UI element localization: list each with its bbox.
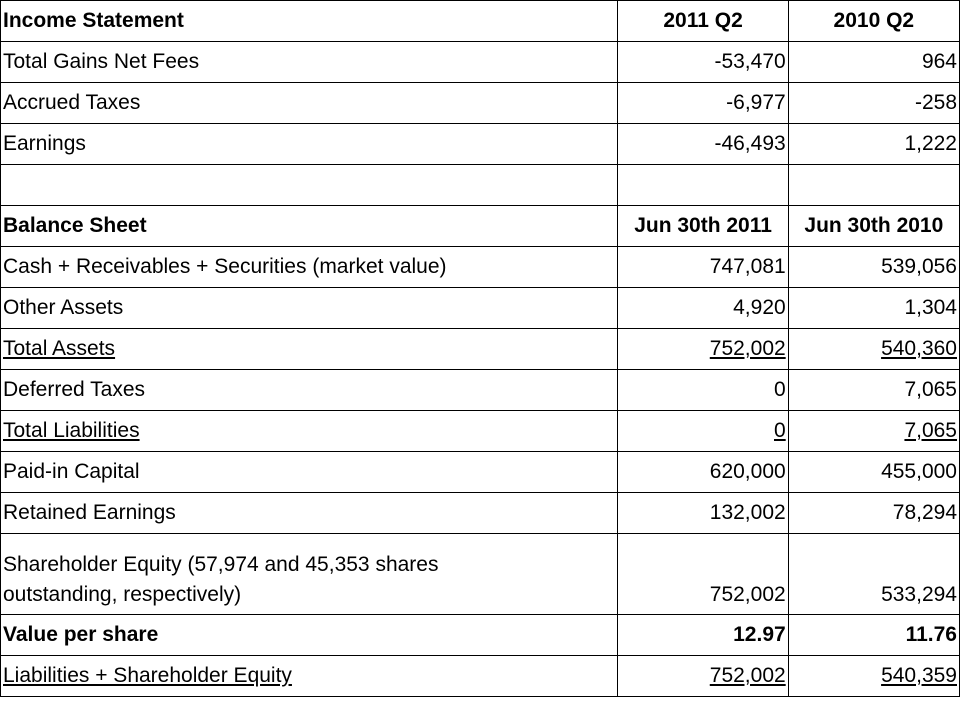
income-statement-header-row (1, 1, 960, 42)
cell-2011: 752,002 (618, 656, 788, 697)
table-row (1, 534, 960, 615)
cell-2010: 455,000 (788, 452, 959, 493)
row-label: Value per share (1, 615, 618, 656)
row-label: Paid-in Capital (1, 452, 618, 493)
cell-2011: -46,493 (618, 124, 788, 165)
cell-2011: 747,081 (618, 247, 788, 288)
empty-cell (788, 165, 959, 206)
empty-cell (618, 165, 788, 206)
cell-2011: -6,977 (618, 83, 788, 124)
cell-2011: 752,002 (618, 534, 788, 615)
cell-2011: 12.97 (618, 615, 788, 656)
cell-2010: 533,294 (788, 534, 959, 615)
table-row (1, 411, 960, 452)
empty-cell (1, 165, 618, 206)
balance-sheet-header-row (1, 206, 960, 247)
spacer-row (1, 165, 960, 206)
cell-2010: 7,065 (788, 370, 959, 411)
cell-2011: 752,002 (618, 329, 788, 370)
table-row (1, 370, 960, 411)
cell-2010: 964 (788, 42, 959, 83)
table-row (1, 288, 960, 329)
income-col-2010q2-header: 2010 Q2 (788, 1, 959, 42)
balance-col-2010-header: Jun 30th 2010 (788, 206, 959, 247)
cell-2010: 539,056 (788, 247, 959, 288)
cell-2010: -258 (788, 83, 959, 124)
row-label: Total Gains Net Fees (1, 42, 618, 83)
table-row (1, 329, 960, 370)
row-label: Total Assets (1, 329, 618, 370)
row-label: Accrued Taxes (1, 83, 618, 124)
table-row (1, 247, 960, 288)
table-row (1, 452, 960, 493)
cell-2011: 620,000 (618, 452, 788, 493)
cell-2010: 540,359 (788, 656, 959, 697)
table-row (1, 615, 960, 656)
row-label: Shareholder Equity (57,974 and 45,353 shares outstanding, respectively) (1, 534, 618, 615)
row-label: Other Assets (1, 288, 618, 329)
cell-2011: 0 (618, 411, 788, 452)
row-label: Total Liabilities (1, 411, 618, 452)
table-row (1, 656, 960, 697)
table-row (1, 124, 960, 165)
income-col-2011q2-header: 2011 Q2 (618, 1, 788, 42)
cell-2011: 4,920 (618, 288, 788, 329)
cell-2010: 1,304 (788, 288, 959, 329)
table-row (1, 493, 960, 534)
balance-col-2011-header: Jun 30th 2011 (618, 206, 788, 247)
table-row (1, 42, 960, 83)
row-label: Retained Earnings (1, 493, 618, 534)
cell-2011: -53,470 (618, 42, 788, 83)
balance-sheet-title: Balance Sheet (1, 206, 618, 247)
cell-2010: 78,294 (788, 493, 959, 534)
income-statement-title: Income Statement (1, 1, 618, 42)
cell-2010: 7,065 (788, 411, 959, 452)
row-label: Cash + Receivables + Securities (market value) (1, 247, 618, 288)
row-label: Earnings (1, 124, 618, 165)
cell-2011: 0 (618, 370, 788, 411)
row-label: Deferred Taxes (1, 370, 618, 411)
cell-2010: 540,360 (788, 329, 959, 370)
cell-2010: 1,222 (788, 124, 959, 165)
row-label: Liabilities + Shareholder Equity (1, 656, 618, 697)
cell-2011: 132,002 (618, 493, 788, 534)
cell-2010: 11.76 (788, 615, 959, 656)
table-row (1, 83, 960, 124)
